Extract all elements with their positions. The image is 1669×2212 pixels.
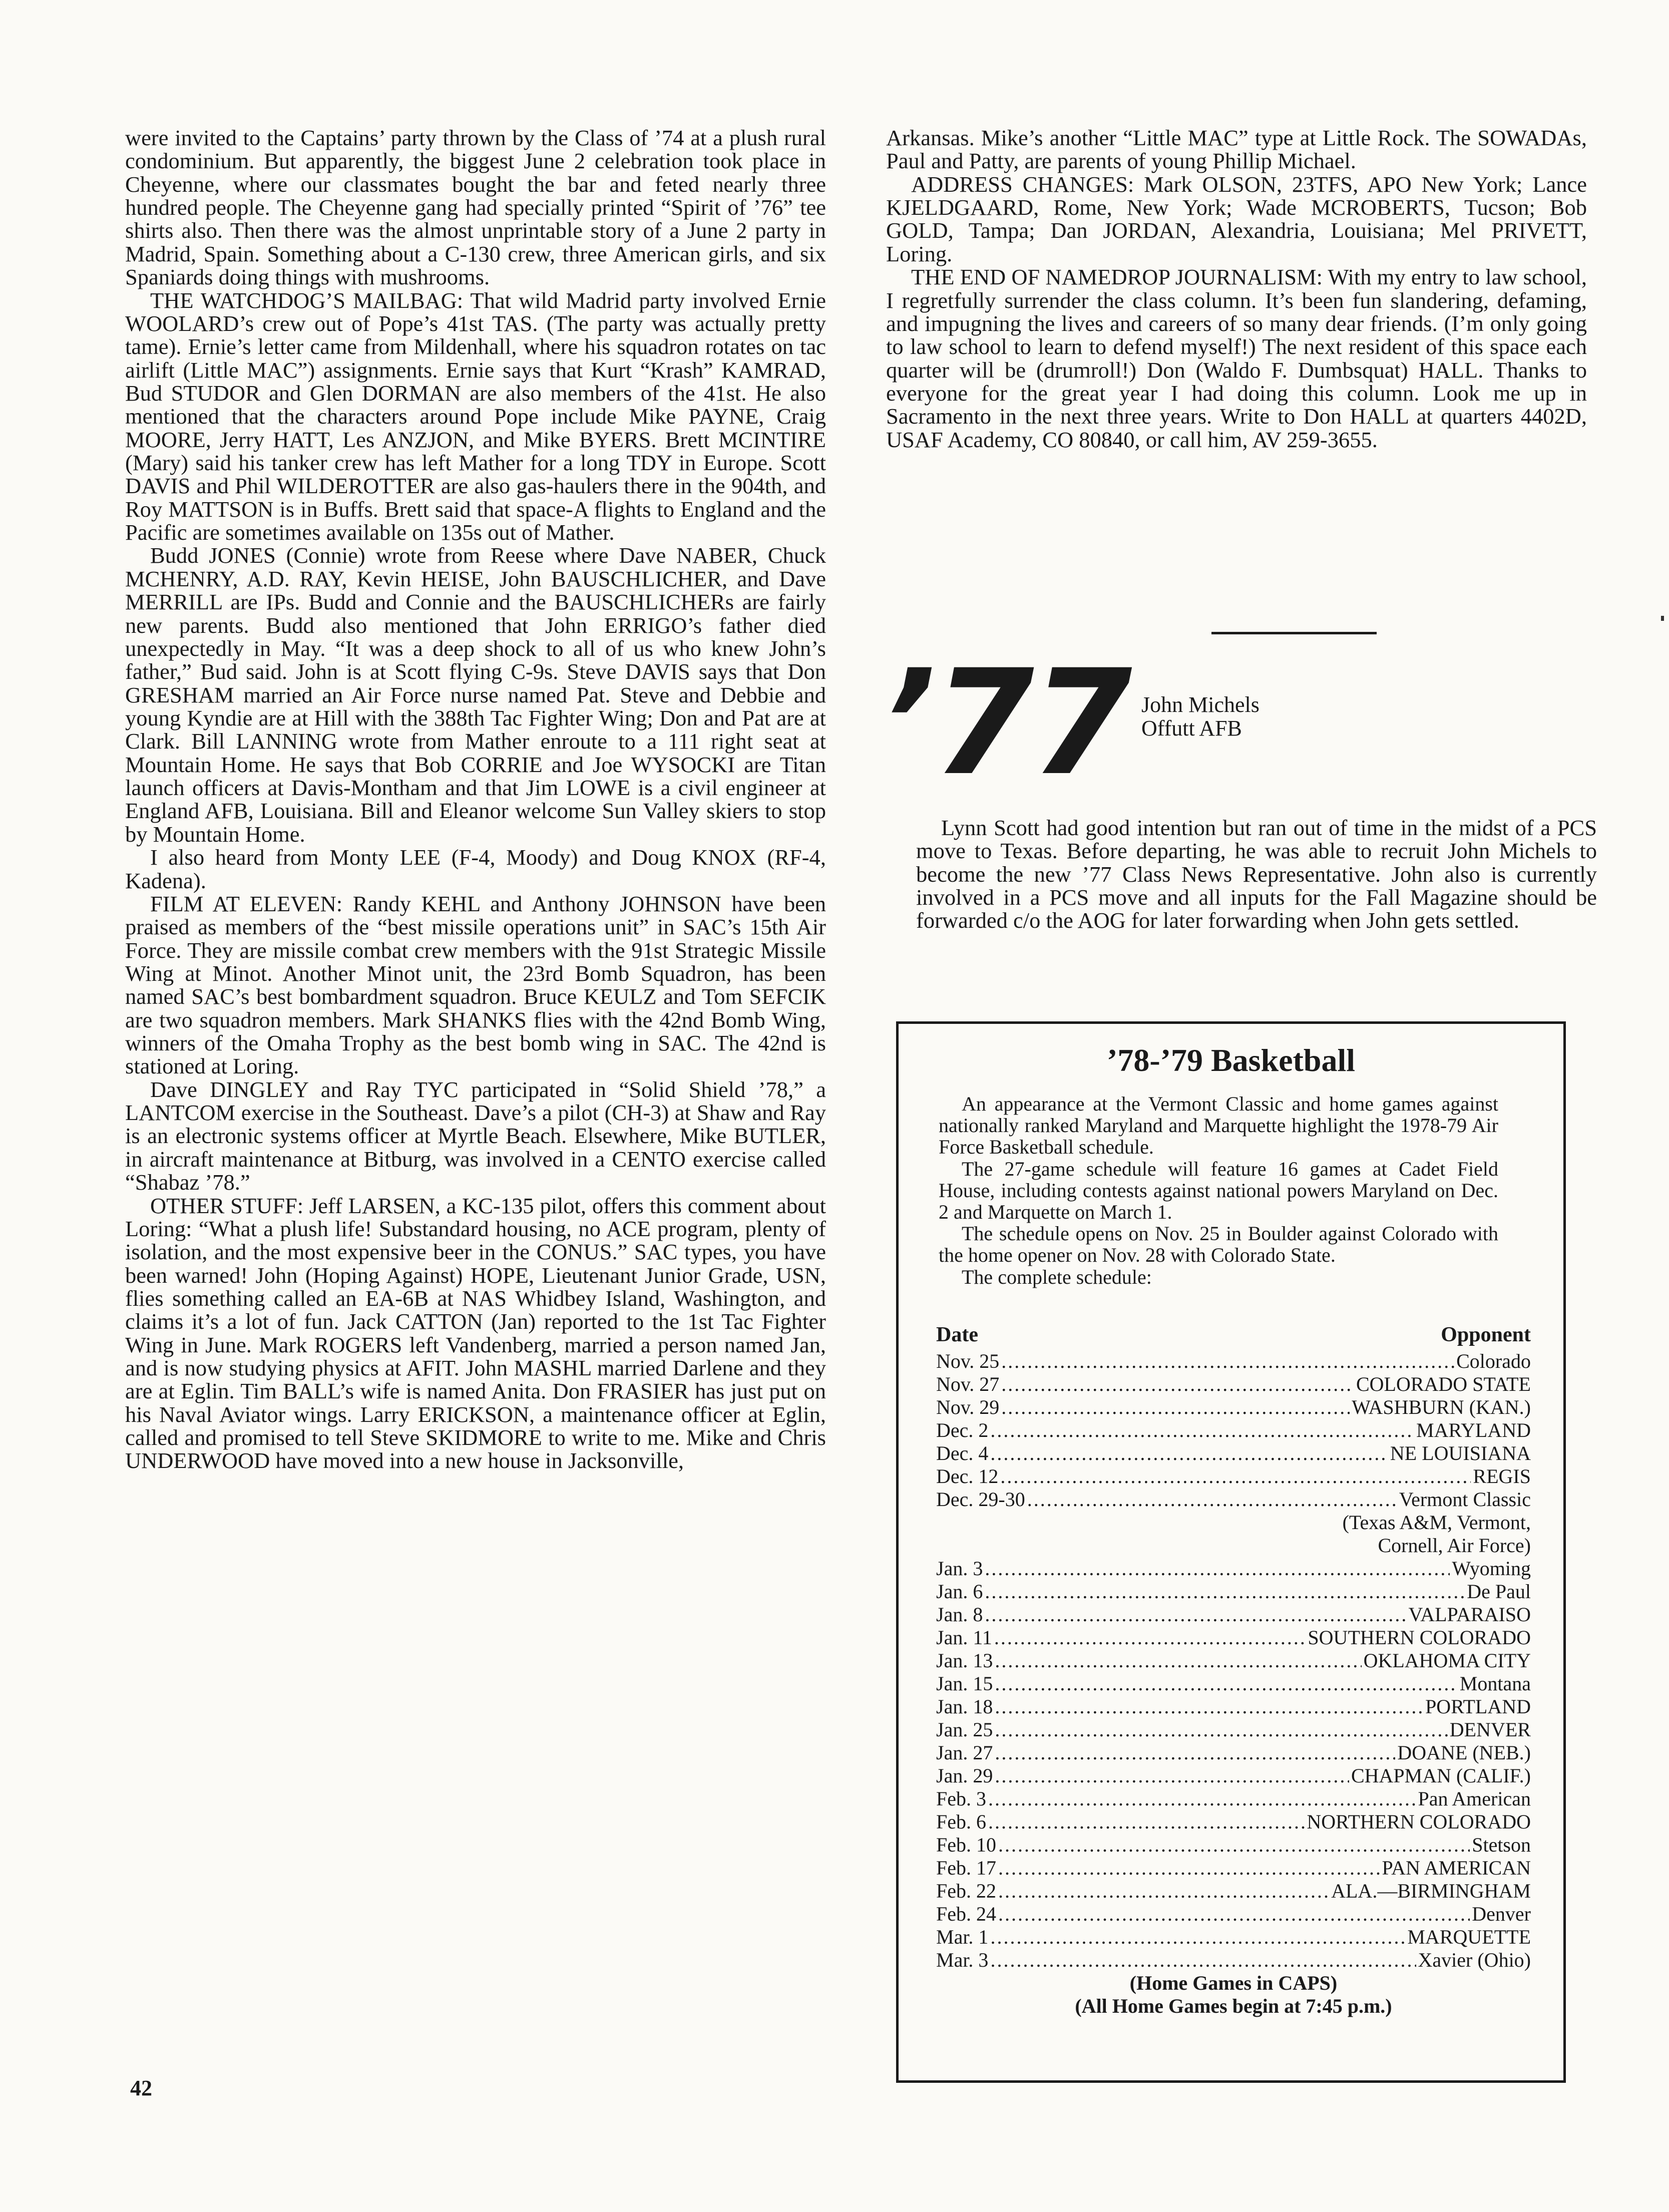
schedule-row: [936, 1949, 1531, 1972]
game-date: Jan. 6: [936, 1580, 983, 1603]
schedule-rows-fall: [936, 1350, 1531, 1511]
schedule-row: [936, 1903, 1531, 1926]
game-opponent: OKLAHOMA CITY: [1363, 1649, 1531, 1672]
class-rep-name: John Michels: [1141, 692, 1260, 717]
page-number: 42: [130, 2076, 152, 2100]
game-opponent: Stetson: [1472, 1833, 1531, 1856]
schedule-header: [936, 1323, 1531, 1347]
game-date: Nov. 29: [936, 1395, 1000, 1418]
schedule-footnote: (Home Games in CAPS): [1129, 1971, 1338, 1994]
class-77-banner: [881, 639, 1582, 808]
game-opponent: ALA.—BIRMINGHAM: [1331, 1879, 1531, 1902]
intro-paragraph: The schedule opens on Nov. 25 in Boulder against Colorado with the home opener on Nov. 28 with Colorado State.: [939, 1222, 1498, 1267]
dot-leader: [998, 1857, 1380, 1880]
game-date: Mar. 1: [936, 1925, 989, 1948]
game-date: Jan. 18: [936, 1695, 993, 1718]
game-opponent: PORTLAND: [1425, 1695, 1531, 1718]
game-opponent: MARQUETTE: [1407, 1925, 1531, 1948]
schedule-row: [936, 1557, 1531, 1580]
left-column: [125, 126, 826, 1472]
schedule-row: [936, 1603, 1531, 1626]
schedule-row: [936, 1741, 1531, 1764]
game-opponent: DOANE (NEB.): [1397, 1741, 1531, 1764]
game-opponent: REGIS: [1473, 1464, 1531, 1488]
left-paragraph: I also heard from Monty LEE (F-4, Moody) and Doug KNOX (RF-4, Kadena).: [125, 845, 826, 893]
dot-leader: [995, 1649, 1361, 1672]
schedule-row: [936, 1465, 1531, 1488]
left-paragraph: Dave DINGLEY and Ray TYC participated in “Solid Shield ’78,” a LANTCOM exercise in the Southeast. Dave’s a pilot (CH-3) at Shaw and Ray is an electronic systems officer at Myrtle Beach. Elsewhere, Mike BUTLER, in aircraft maintenance at Bitburg, was involved in a CENTO exercise called “Shabaz ’78.”: [125, 1076, 826, 1195]
game-date: Mar. 3: [936, 1948, 989, 1971]
left-paragraph: Budd JONES (Connie) wrote from Reese where Dave NABER, Chuck MCHENRY, A.D. RAY, Kevin HEISE, John BAUSCHLICHER, and Dave MERRILL are IPs. Budd and Connie and the BAUSCHLICHERs are fairly new parents. Budd also mentioned that John ERRIGO’s father died unexpectedly in May. “It was a deep shock to all of us who knew John’s father,” Bud said. John is at Scott flying C-9s. Steve DAVIS says that Don GRESHAM married an Air Force nurse named Pat. Steve and Debbie and young Kyndie are at Hill with the 388th Tac Fighter Wing; Don and Pat are at Clark. Bill LANNING wrote from Mather enroute to a 111 right seat at Mountain Home. He says that Bob CORRIE and Joe WYSOCKI are Titan launch officers at Davis-Montham and that Jim LOWE is a civil engineer at England AFB, Louisiana. Bill and Eleanor welcome Sun Valley skiers to stop by Mountain Home.: [125, 543, 826, 847]
date-column-header: Date: [936, 1323, 978, 1346]
dot-leader: [1027, 1488, 1397, 1511]
game-opponent: NE LOUISIANA: [1390, 1441, 1531, 1464]
left-paragraph: FILM AT ELEVEN: Randy KEHL and Anthony JOHNSON have been praised as members of the “best missile operations unit” in SAC’s 15th Air Force. They are missile combat crew members with the 91st Strategic Missile Wing at Minot. Another Minot unit, the 23rd Bomb Squadron, has been named SAC’s best bombardment squadron. Bruce KEULZ and Tom SEFCIK are two squadron members. Mark SHANKS flies with the 42nd Bomb Wing, winners of the Omaha Trophy as the best bomb wing in SAC. The 42nd is stationed at Loring.: [125, 891, 826, 1079]
schedule-row: [936, 1626, 1531, 1649]
schedule-row: [936, 1649, 1531, 1672]
game-opponent: WASHBURN (KAN.): [1352, 1395, 1531, 1418]
dot-leader: [1001, 1396, 1350, 1419]
right-paragraph: ADDRESS CHANGES: Mark OLSON, 23TFS, APO New York; Lance KJELDGAARD, Rome, New York; Wade MCROBERTS, Tucson; Bob GOLD, Tampa; Dan JORDAN, Alexandria, Louisiana; Mel PRIVETT, Loring.: [886, 171, 1587, 266]
game-date: Jan. 8: [936, 1603, 983, 1626]
schedule-row: [936, 1672, 1531, 1695]
schedule-row: [936, 1833, 1531, 1857]
game-opponent: Wyoming: [1452, 1557, 1531, 1580]
intro-paragraph: The 27-game schedule will feature 16 games at Cadet Field House, including contests against national powers Maryland on Dec. 2 and Marquette on March 1.: [939, 1157, 1498, 1223]
class-77-paragraph: Lynn Scott had good intention but ran out of time in the midst of a PCS move to Texas. Before departing, he was able to recruit John Michels to become the new ’77 Class News Representative. John also is currently involved in a PCS move and all inputs for the Fall Magazine should be forwarded c/o the AOG for later forwarding when John gets settled.: [916, 815, 1597, 933]
game-date: Jan. 29: [936, 1764, 993, 1787]
schedule-row: [936, 1695, 1531, 1718]
game-opponent: VALPARAISO: [1408, 1603, 1531, 1626]
game-opponent: Vermont Classic: [1399, 1488, 1531, 1511]
left-paragraph: THE WATCHDOG’S MAILBAG: That wild Madrid party involved Ernie WOOLARD’s crew out of Pope’s 41st TAS. (The party was actually pretty tame). Ernie’s letter came from Mildenhall, where his squadron rotates on tac airlift (Little MAC”) assignments. Ernie says that Kurt “Krash” KAMRAD, Bud STUDOR and Glen DORMAN are also members of the 41st. He also mentioned that the characters around Pope include Mike PAYNE, Craig MOORE, Jerry HATT, Les ANZJON, and Mike BYERS. Brett MCINTIRE (Mary) said his tanker crew has left Mather for a long TDY in Europe. Scott DAVIS and Phil WILDEROTTER are also gas-haulers there in the 904th, and Roy MATTSON is in Buffs. Brett said that space-A flights to England and the Pacific are sometimes available on 135s out of Mather.: [125, 287, 826, 545]
schedule-row: [936, 1350, 1531, 1373]
game-date: Dec. 2: [936, 1418, 989, 1441]
game-date: Jan. 25: [936, 1718, 993, 1741]
game-date: Feb. 6: [936, 1810, 986, 1833]
dot-leader: [990, 1419, 1414, 1442]
dot-leader: [985, 1603, 1406, 1626]
game-opponent: DENVER: [1449, 1718, 1531, 1741]
dot-leader: [990, 1926, 1405, 1949]
game-opponent: CHAPMAN (CALIF.): [1351, 1764, 1531, 1787]
schedule-row: [936, 1926, 1531, 1949]
dot-leader: [1001, 1350, 1454, 1373]
schedule-row: [936, 1810, 1531, 1833]
dot-leader: [995, 1672, 1457, 1695]
class-year-heading: ’77: [881, 639, 1129, 808]
dot-leader: [985, 1557, 1450, 1580]
game-date: Dec. 12: [936, 1464, 999, 1488]
game-date: Jan. 27: [936, 1741, 993, 1764]
schedule-row: [936, 1488, 1531, 1511]
game-opponent: Colorado: [1456, 1349, 1531, 1372]
game-date: Feb. 24: [936, 1902, 996, 1925]
game-date: Nov. 25: [936, 1349, 1000, 1372]
class-rep-base: Offutt AFB: [1141, 716, 1242, 741]
game-date: Dec. 29-30: [936, 1488, 1025, 1511]
game-opponent: PAN AMERICAN: [1382, 1856, 1531, 1879]
schedule-row: [936, 1442, 1531, 1465]
schedule-row: [936, 1787, 1531, 1810]
dot-leader: [988, 1787, 1416, 1810]
schedule-row: [936, 1419, 1531, 1442]
basketball-title: ’78-’79 Basketball: [1107, 1042, 1355, 1078]
dot-leader: [990, 1949, 1416, 1972]
dot-leader: [995, 1695, 1423, 1718]
dot-leader: [994, 1626, 1306, 1649]
opponent-column-header: Opponent: [1441, 1323, 1531, 1346]
game-date: Nov. 27: [936, 1372, 1000, 1395]
game-opponent: COLORADO STATE: [1356, 1372, 1531, 1395]
dot-leader: [995, 1741, 1395, 1764]
schedule-table: [899, 1323, 1563, 2018]
dot-leader: [1000, 1465, 1471, 1488]
dot-leader: [998, 1880, 1329, 1903]
game-date: Feb. 17: [936, 1856, 996, 1879]
game-date: Jan. 15: [936, 1672, 993, 1695]
dot-leader: [985, 1580, 1465, 1603]
left-paragraph: were invited to the Captains’ party thrown by the Class of ’74 at a plush rural condominium. But apparently, the biggest June 2 celebration took place in Cheyenne, where our classmates bought the bar and feted nearly three hundred people. The Cheyenne gang had specially printed “Spirit of ’76” tee shirts also. Then there was the almost unprintable story of a June 2 party in Madrid, Spain. Something about a C-130 crew, three American girls, and six Spaniards doing things with mushrooms.: [125, 125, 826, 290]
game-opponent: NORTHERN COLORADO: [1307, 1810, 1531, 1833]
basketball-schedule-box: [896, 1021, 1566, 2083]
schedule-row: [936, 1396, 1531, 1419]
dot-leader: [998, 1903, 1470, 1926]
class-77-column: [916, 816, 1597, 932]
left-paragraph: OTHER STUFF: Jeff LARSEN, a KC-135 pilot, offers this comment about Loring: “What a plush life! Substandard housing, no ACE program, plenty of isolation, and the most expensive beer in the CONUS.” SAC types, you have been warned! John (Hoping Against) HOPE, Lieutenant Junior Grade, USN, flies something called an EA-6B at NAS Whidbey Island, Washington, and claims it’s a lot of fun. Jack CATTON (Jan) reported to the 1st Tac Fighter Wing in June. Mark ROGERS left Vandenberg, married a person named Jan, and is now studying physics at AFIT. John MASHL married Darlene and they are at Eglin. Tim BALL’s wife is named Anita. Don FRASIER has just put on his Naval Aviator wings. Larry ERICKSON, a maintenance officer at Eglin, called and promised to tell Steve SKIDMORE to write to me. Mike and Chris UNDERWOOD have moved into a new house in Jacksonville,: [125, 1193, 826, 1473]
game-date: Feb. 3: [936, 1787, 986, 1810]
game-opponent: MARYLAND: [1416, 1418, 1531, 1441]
schedule-row: [936, 1880, 1531, 1903]
dot-leader: [995, 1718, 1447, 1741]
game-opponent: Denver: [1472, 1902, 1531, 1925]
right-paragraph: Arkansas. Mike’s another “Little MAC” type at Little Rock. The SOWADAs, Paul and Patty, are parents of young Phillip Michael.: [886, 125, 1587, 174]
dot-leader: [998, 1833, 1470, 1857]
margin-mark: [1661, 616, 1664, 621]
dot-leader: [990, 1442, 1388, 1465]
schedule-footnote: (All Home Games begin at 7:45 p.m.): [1075, 1994, 1392, 2017]
game-opponent: Montana: [1459, 1672, 1531, 1695]
schedule-row: [936, 1580, 1531, 1603]
game-date: Dec. 4: [936, 1441, 989, 1464]
dot-leader: [1001, 1373, 1354, 1396]
schedule-rows-winter: [936, 1557, 1531, 1972]
game-opponent: De Paul: [1467, 1580, 1531, 1603]
vermont-classic-note: (Texas A&M, Vermont,: [1342, 1511, 1531, 1534]
game-date: Jan. 13: [936, 1649, 993, 1672]
section-divider: [1211, 632, 1377, 634]
game-date: Jan. 3: [936, 1557, 983, 1580]
vermont-classic-note: Cornell, Air Force): [1378, 1534, 1531, 1557]
dot-leader: [988, 1810, 1305, 1833]
basketball-intro: [899, 1093, 1563, 1288]
right-paragraph: THE END OF NAMEDROP JOURNALISM: With my entry to law school, I regretfully surrender the class column. It’s been fun slandering, defaming, and impugning the lives and careers of so many dear friends. (I’m only going to law school to learn to defend myself!) The next resident of this space each quarter will be (drumroll!) Don (Waldo F. Dumbsquat) HALL. Thanks to everyone for the great year I had doing this column. Look me up in Sacramento in the next three years. Write to Don HALL at quarters 4402D, USAF Academy, CO 80840, or call him, AV 259-3655.: [886, 264, 1587, 452]
schedule-row: [936, 1373, 1531, 1396]
schedule-row: [936, 1764, 1531, 1787]
schedule-row: [936, 1718, 1531, 1741]
schedule-row: [936, 1857, 1531, 1880]
game-opponent: Pan American: [1418, 1787, 1531, 1810]
dot-leader: [995, 1764, 1349, 1787]
game-date: Feb. 22: [936, 1879, 996, 1902]
intro-paragraph: The complete schedule:: [962, 1265, 1152, 1288]
game-date: Feb. 10: [936, 1833, 996, 1856]
game-opponent: SOUTHERN COLORADO: [1308, 1626, 1531, 1649]
intro-paragraph: An appearance at the Vermont Classic and home games against nationally ranked Maryland and Marquette highlight the 1978-79 Air Force Basketball schedule.: [939, 1092, 1498, 1159]
right-column: [886, 126, 1587, 451]
game-date: Jan. 11: [936, 1626, 992, 1649]
game-opponent: Xavier (Ohio): [1418, 1948, 1531, 1971]
